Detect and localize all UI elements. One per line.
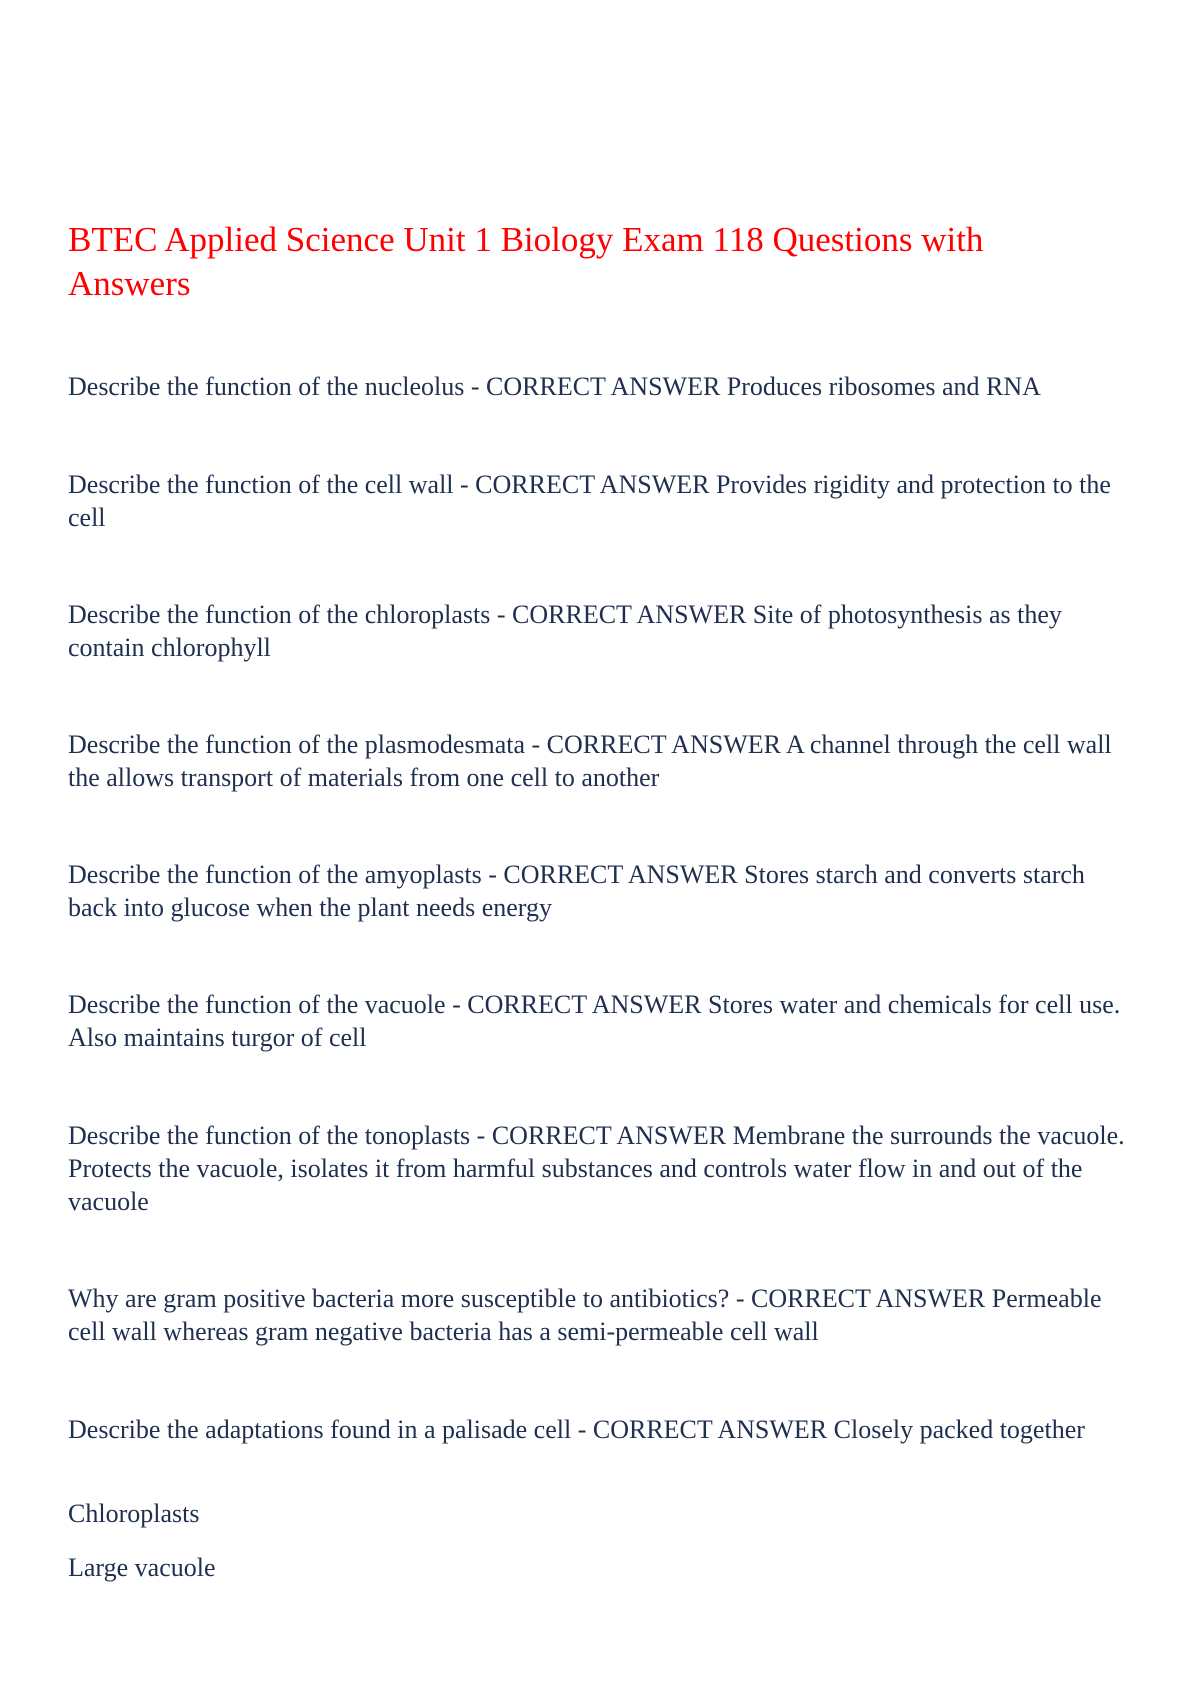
answer-line-large-vacuole: Large vacuole bbox=[68, 1553, 216, 1582]
qa-item-cell-wall: Describe the function of the cell wall - CORRECT ANSWER Provides rigidity and protection to the cell bbox=[68, 470, 1111, 532]
document-title: BTEC Applied Science Unit 1 Biology Exam 118 Questions with Answers bbox=[68, 220, 984, 303]
qa-item-plasmodesmata: Describe the function of the plasmodesmata - CORRECT ANSWER A channel through the cell wall the allows transport of materials from one cell to another bbox=[68, 730, 1112, 792]
qa-item-nucleolus: Describe the function of the nucleolus - CORRECT ANSWER Produces ribosomes and RNA bbox=[68, 372, 1041, 401]
qa-item-palisade-cell: Describe the adaptations found in a palisade cell - CORRECT ANSWER Closely packed together bbox=[68, 1415, 1085, 1444]
qa-item-tonoplasts: Describe the function of the tonoplasts - CORRECT ANSWER Membrane the surrounds the vacuole. Protects the vacuole, isolates it from harmful substances and controls water flow in and out of the vacuole bbox=[68, 1121, 1125, 1216]
answer-line-chloroplasts: Chloroplasts bbox=[68, 1499, 200, 1528]
qa-item-gram-positive: Why are gram positive bacteria more susceptible to antibiotics? - CORRECT ANSWER Permeable cell wall whereas gram negative bacteria has a semi-permeable cell wall bbox=[68, 1284, 1102, 1346]
qa-item-amyoplasts: Describe the function of the amyoplasts - CORRECT ANSWER Stores starch and converts starch back into glucose when the plant needs energy bbox=[68, 860, 1085, 922]
qa-item-chloroplasts: Describe the function of the chloroplasts - CORRECT ANSWER Site of photosynthesis as they contain chlorophyll bbox=[68, 600, 1062, 662]
qa-item-vacuole: Describe the function of the vacuole - CORRECT ANSWER Stores water and chemicals for cell use. Also maintains turgor of cell bbox=[68, 990, 1121, 1052]
